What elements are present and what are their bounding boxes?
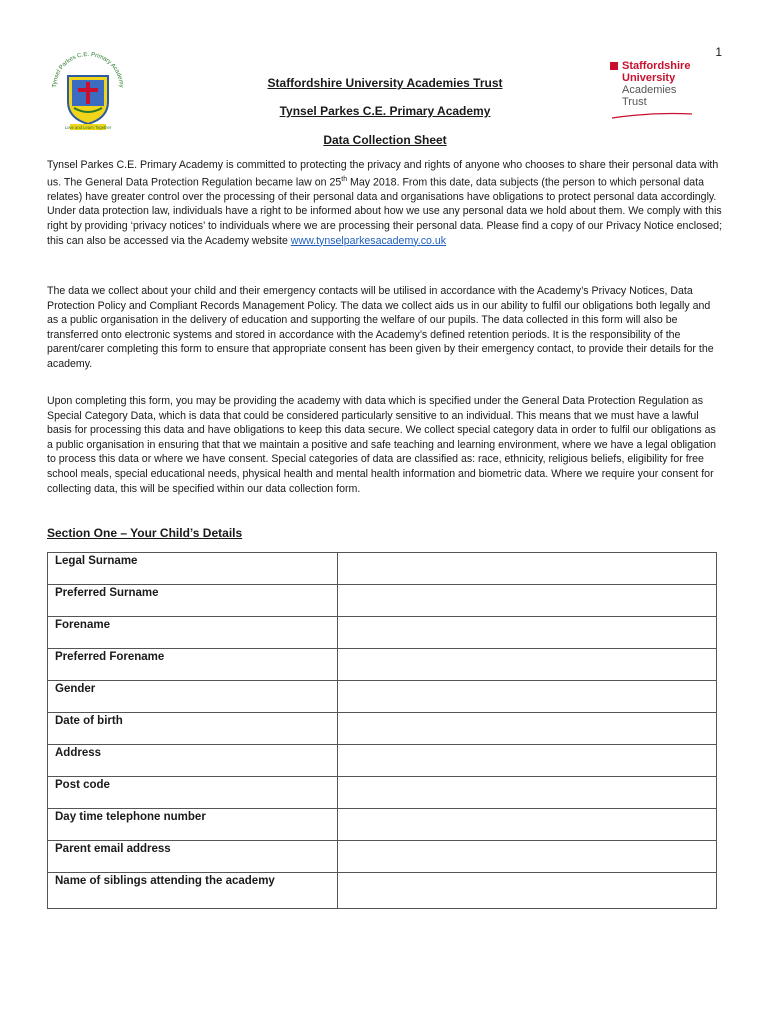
- preferred-surname-input[interactable]: [337, 585, 716, 617]
- paragraph-privacy-notice: Under data protection law, individuals have a right to be informed about how we use any personal data we hold about them. We comply with this right by providing ‘privacy notices’ to individuals where we are processing their personal data. Please find a copy of our Privacy Notice enclosed; this can also be accessed via the Academy website www.tynselparkesacademy.co.uk: [47, 205, 723, 247]
- table-row: [48, 681, 717, 713]
- field-label: Date of birth: [48, 713, 338, 745]
- preferred-forename-input[interactable]: [337, 649, 716, 681]
- table-row: [48, 809, 717, 841]
- address-input[interactable]: [337, 745, 716, 777]
- table-row: [48, 713, 717, 745]
- field-label: Name of siblings attending the academy: [48, 873, 338, 909]
- section-one-title: Section One – Your Child’s Details: [47, 526, 243, 540]
- trust-logo-line2: University: [622, 72, 676, 84]
- date-of-birth-input[interactable]: [337, 713, 716, 745]
- field-label: Day time telephone number: [48, 809, 338, 841]
- field-label: Post code: [48, 777, 338, 809]
- table-row: [48, 777, 717, 809]
- legal-surname-input[interactable]: [337, 553, 716, 585]
- telephone-input[interactable]: [337, 809, 716, 841]
- table-row: [48, 585, 717, 617]
- page-number: 1: [715, 45, 722, 59]
- trust-logo-line3: Academies: [622, 84, 677, 96]
- field-label: Gender: [48, 681, 338, 713]
- field-label: Parent email address: [48, 841, 338, 873]
- school-heading: Tynsel Parkes C.E. Primary Academy: [279, 104, 491, 118]
- trust-heading: Staffordshire University Academies Trust: [267, 76, 503, 90]
- paragraph-gdpr: Tynsel Parkes C.E. Primary Academy is committed to protecting the privacy and rights of anyone who chooses to share their personal data with us. The General Data Protection Regulation became law on 25th May 2018. From this date, data subjects (the person to which personal data relates) have greater control over the processing of their personal data and organisations have obligations to protect personal data accordingly.: [47, 159, 719, 203]
- child-details-table: [47, 552, 717, 909]
- logo-square-icon: [610, 62, 618, 70]
- table-row: [48, 617, 717, 649]
- forename-input[interactable]: [337, 617, 716, 649]
- parent-email-input[interactable]: [337, 841, 716, 873]
- paragraph-data-use: The data we collect about your child and their emergency contacts will be utilised in accordance with the Academy’s Privacy Notices, Data Protection Policy and Compliant Records Management Policy. The data we collect aids us in our ability to fulfil our obligations both legally and as a public organisation in the delivery of education and supporting the welfare of our pupils. The data collected in this form will also be transferred onto electronic systems and stored in accordance with the Academy’s defined retention periods. It is the responsibility of the parent/carer completing this form to ensure that appropriate consent has been given by their emergency contact, to provide their details for the academy.: [47, 285, 714, 370]
- crest-motto-text: Love and Learn Together: [64, 125, 112, 130]
- paragraph-special-category: Upon completing this form, you may be providing the academy with data which is specified under the General Data Protection Regulation as Special Category Data, which is data that could be considered particularly sensitive to an individual. This means that we must have a lawful basis for processing this data and have obligations to keep this data secure. We collect special category data in order to fulfil our obligations as a public organisation in ensuring that that we maintain a positive and safe teaching and learning environment, where we have a legal obligation to process this data or where we have consent. Special categories of data are classified as: race, ethnicity, religious beliefs, eligibility for free school meals, special educational needs, physical health and mental health information and biometric data. Where we require your consent for collecting data, this will be specified within our data collection form.: [47, 395, 717, 495]
- siblings-input[interactable]: [337, 873, 716, 909]
- crest-name-text: Tynsel Parkes C.E. Primary Academy: [51, 51, 125, 88]
- field-label: Legal Surname: [48, 553, 338, 585]
- intro-paragraphs: [47, 158, 723, 248]
- trust-logo-line4: Trust: [622, 96, 647, 108]
- table-row: [48, 745, 717, 777]
- table-row: [48, 841, 717, 873]
- field-label: Address: [48, 745, 338, 777]
- field-label: Preferred Forename: [48, 649, 338, 681]
- sheet-title: Data Collection Sheet: [323, 133, 447, 147]
- table-row: [48, 873, 717, 909]
- field-label: Preferred Surname: [48, 585, 338, 617]
- table-row: [48, 553, 717, 585]
- school-crest-logo: [46, 50, 130, 134]
- gender-input[interactable]: [337, 681, 716, 713]
- academy-website-link[interactable]: www.tynselparkesacademy.co.uk: [290, 234, 447, 247]
- post-code-input[interactable]: [337, 777, 716, 809]
- field-label: Forename: [48, 617, 338, 649]
- table-row: [48, 649, 717, 681]
- trust-logo-line1: Staffordshire: [622, 60, 691, 72]
